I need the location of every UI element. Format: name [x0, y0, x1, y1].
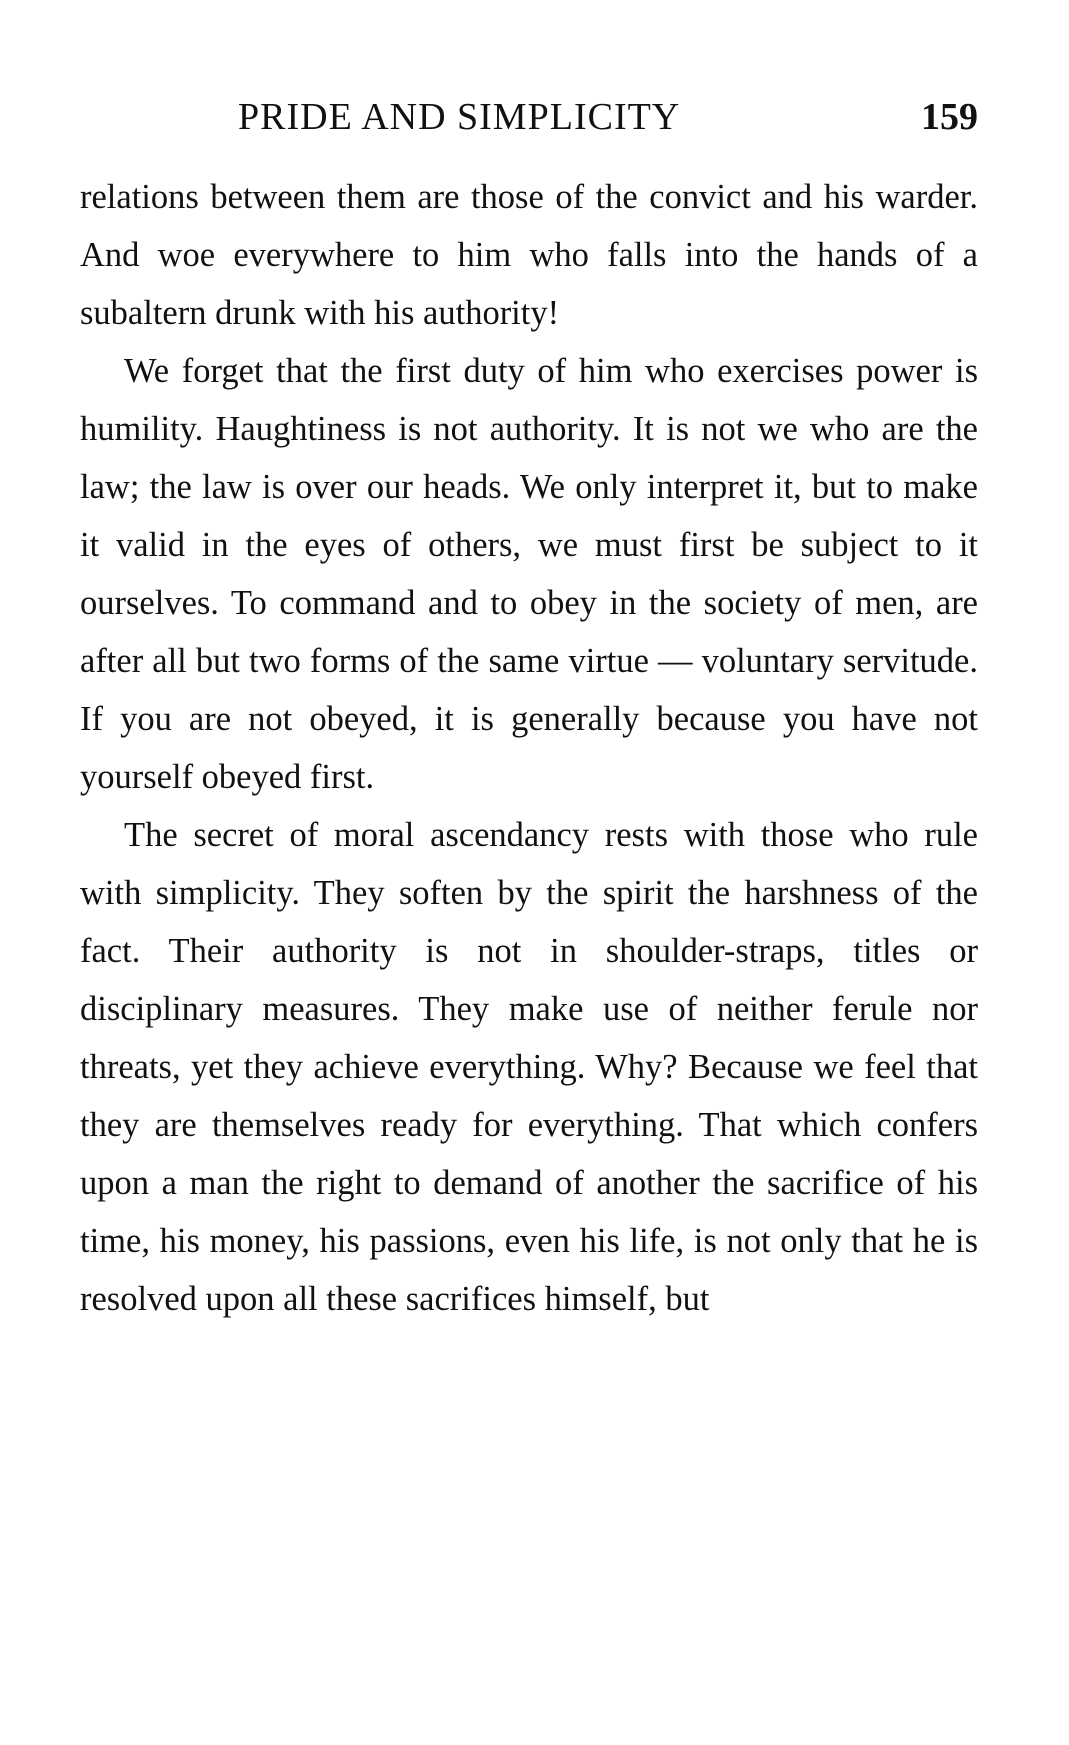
- body-text: [80, 168, 978, 1328]
- running-title: PRIDE AND SIMPLICITY: [238, 96, 681, 138]
- paragraph: We forget that the first duty of him who exercises power is humility. Haughtiness is not authority. It is not we who are the law; the law is over our heads. We only interpret it, but to make it valid in the eyes of others, we must first be subject to it ourselves. To command and to obey in the society of men, are after all but two forms of the same virtue — voluntary servitude. If you are not obeyed, it is generally because you have not yourself obeyed first.: [80, 352, 978, 796]
- paragraph: The secret of moral ascendancy rests with those who rule with simplicity. They soften by the spirit the harshness of the fact. Their authority is not in shoulder-straps, titles or disciplinary measures. They make use of neither ferule nor threats, yet they achieve everything. Why? Because we feel that they are themselves ready for everything. That which confers upon a man the right to demand of another the sacrifice of his time, his money, his passions, even his life, is not only that he is resolved upon all these sacrifices himself, but: [80, 816, 978, 1318]
- running-head: [80, 92, 978, 142]
- page-number: 159: [921, 96, 978, 138]
- paragraph-continued: relations between them are those of the convict and his warder. And woe everywhere to him who falls into the hands of a subaltern drunk with his authority!: [80, 178, 978, 332]
